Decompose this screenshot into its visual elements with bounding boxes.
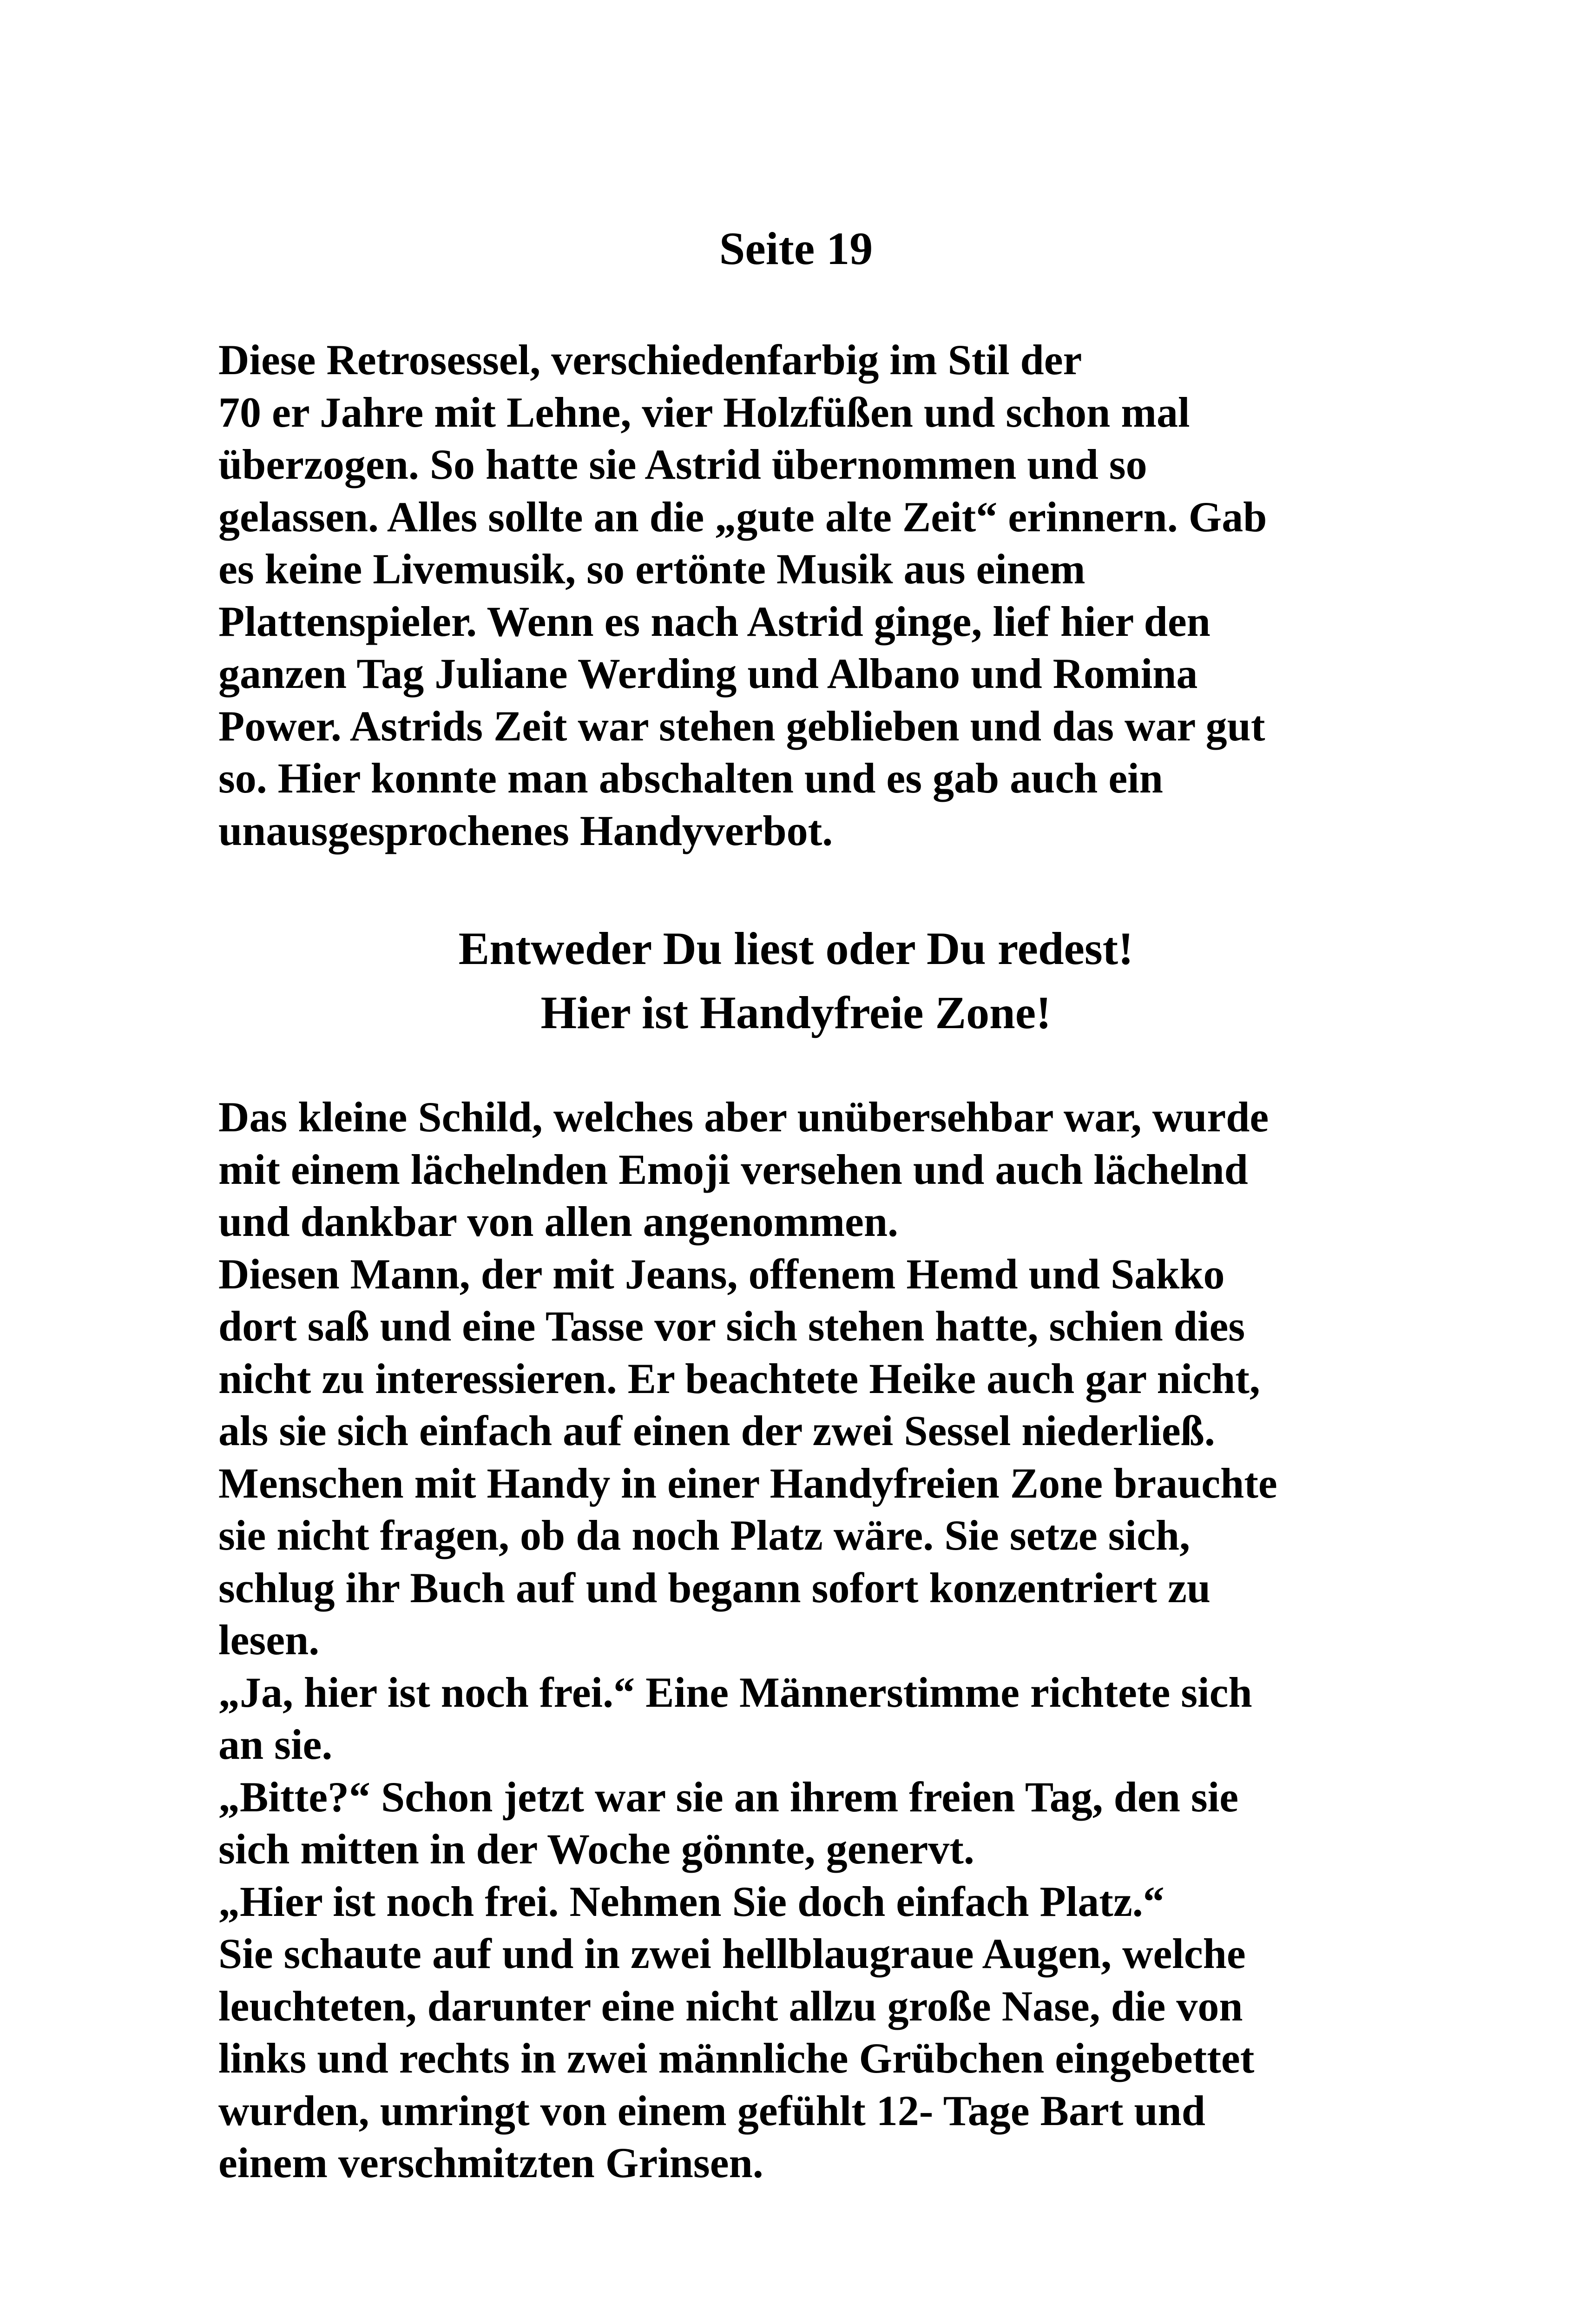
text-line: und dankbar von allen angenommen. xyxy=(218,1198,899,1245)
text-line: an sie. xyxy=(218,1721,333,1768)
text-line: einem verschmitzten Grinsen. xyxy=(218,2139,763,2186)
text-line: ganzen Tag Juliane Werding und Albano und Romina xyxy=(218,650,1198,697)
sign-line: Hier ist Handyfreie Zone! xyxy=(540,987,1052,1038)
text-line: sich mitten in der Woche gönnte, genervt. xyxy=(218,1825,974,1873)
sign-line: Entweder Du liest oder Du redest! xyxy=(458,923,1134,974)
text-line: „Bitte?“ Schon jetzt war sie an ihrem freien Tag, den sie xyxy=(218,1773,1239,1821)
text-line: sie nicht fragen, ob da noch Platz wäre. Sie setze sich, xyxy=(218,1512,1191,1559)
text-line: Power. Astrids Zeit war stehen geblieben und das war gut xyxy=(218,702,1265,750)
paragraph-1 xyxy=(218,334,1267,857)
text-line: wurden, umringt von einem gefühlt 12- Tage Bart und xyxy=(218,2086,1205,2134)
text-line: als sie sich einfach auf einen der zwei Sessel niederließ. xyxy=(218,1407,1215,1454)
text-line: Plattenspieler. Wenn es nach Astrid ginge, lief hier den xyxy=(218,597,1210,645)
text-line: lesen. xyxy=(218,1616,320,1664)
text-line: so. Hier konnte man abschalten und es gab auch ein xyxy=(218,754,1163,802)
handy-sign-quote xyxy=(0,917,1592,1045)
text-line: schlug ihr Buch auf und begann sofort konzentriert zu xyxy=(218,1564,1211,1611)
text-line: mit einem lächelnden Emoji versehen und auch lächelnd xyxy=(218,1145,1248,1193)
text-line: dort saß und eine Tasse vor sich stehen hatte, schien dies xyxy=(218,1302,1245,1350)
text-line: unausgesprochenes Handyverbot. xyxy=(218,806,833,854)
text-line: Diese Retrosessel, verschiedenfarbig im Stil der xyxy=(218,336,1082,383)
text-line: Diesen Mann, der mit Jeans, offenem Hemd und Sakko xyxy=(218,1250,1225,1298)
text-line: Sie schaute auf und in zwei hellblaugraue Augen, welche xyxy=(218,1930,1246,1977)
text-line: 70 er Jahre mit Lehne, vier Holzfüßen und schon mal xyxy=(218,388,1190,436)
text-line: links und rechts in zwei männliche Grübchen eingebettet xyxy=(218,2034,1255,2082)
text-line: „Hier ist noch frei. Nehmen Sie doch einfach Platz.“ xyxy=(218,1877,1164,1925)
text-line: nicht zu interessieren. Er beachtete Heike auch gar nicht, xyxy=(218,1354,1260,1402)
text-line: Das kleine Schild, welches aber unübersehbar war, wurde xyxy=(218,1093,1269,1141)
text-line: leuchteten, darunter eine nicht allzu große Nase, die von xyxy=(218,1982,1243,2030)
text-line: überzogen. So hatte sie Astrid übernommen und so xyxy=(218,441,1147,488)
paragraph-2 xyxy=(218,1091,1277,2189)
page-title: Seite 19 xyxy=(719,223,873,274)
text-line: gelassen. Alles sollte an die „gute alte Zeit“ erinnern. Gab xyxy=(218,493,1267,541)
text-line: Menschen mit Handy in einer Handyfreien Zone brauchte xyxy=(218,1459,1277,1507)
text-line: es keine Livemusik, so ertönte Musik aus einem xyxy=(218,545,1085,593)
text-line: „Ja, hier ist noch frei.“ Eine Männerstimme richtete sich xyxy=(218,1668,1252,1716)
